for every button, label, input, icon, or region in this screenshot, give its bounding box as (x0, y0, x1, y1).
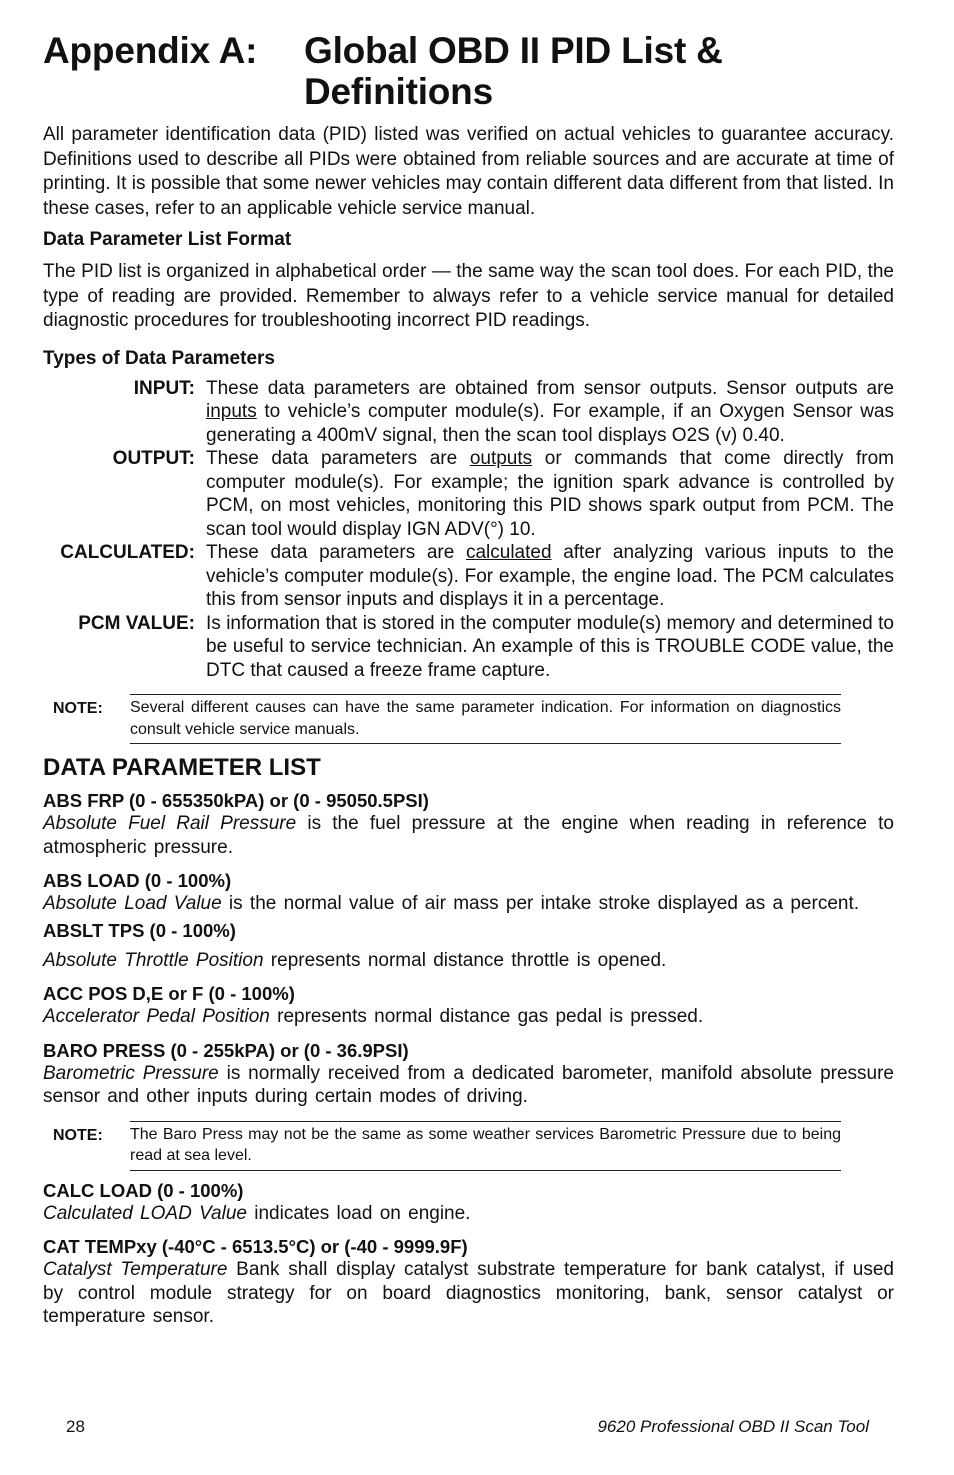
intro-paragraph: All parameter identification data (PID) listed was verified on actual vehicles to guarantee accuracy. Definitions used to describe all PIDs were obtained from reliable sources and are accurate at time of printing. It is possible that some newer vehicles may contain different data different from that listed. In these cases, refer to an applicable vehicle service manual. (43, 124, 894, 219)
type-calculated (43, 541, 894, 612)
pid-heading: ABS LOAD (0 - 100%) (43, 870, 232, 891)
format-heading: Data Parameter List Format (43, 229, 292, 250)
page-title (43, 30, 894, 112)
type-definition: Is information that is stored in the computer module(s) memory and determined to be useful to service technician. An example of this is TROUBLE CODE value, the DTC that caused a freeze frame capture. (206, 612, 894, 681)
pid-heading: BARO PRESS (0 - 255kPA) or (0 - 36.9PSI) (43, 1039, 409, 1061)
pid-description: Absolute Fuel Rail Pressure is the fuel pressure at the engine when reading in reference to atmospheric pressure. (43, 813, 894, 858)
title-line-1: Global OBD II PID List & (304, 30, 723, 71)
note-causes (43, 694, 894, 744)
pid-description: Absolute Throttle Position represents normal distance throttle is opened. (43, 949, 667, 971)
type-term: PCM VALUE: (78, 612, 195, 634)
note-baro (43, 1121, 894, 1171)
note-label: NOTE: (53, 1126, 103, 1144)
appendix-label: Appendix A: (43, 30, 258, 71)
pid-entry-baro-press (43, 1039, 894, 1109)
type-definition: These data parameters are calculated after analyzing various inputs to the vehicle’s computer module(s). For example, the engine load. The PCM calculates this from sensor inputs and displays it in a percentage. (206, 542, 894, 610)
pid-heading: ABSLT TPS (0 - 100%) (43, 919, 236, 941)
pid-entry-abs-frp (43, 789, 894, 859)
pid-heading: ACC POS D,E or F (0 - 100%) (43, 983, 295, 1004)
type-term: INPUT: (133, 377, 195, 399)
pid-heading: CAT TEMPxy (-40°C - 6513.5°C) or (-40 - 9999.9F) (43, 1236, 468, 1257)
type-definition: These data parameters are obtained from sensor outputs. Sensor outputs are inputs to vehicle’s computer module(s). For example, if an Oxygen Sensor was generating a 400mV signal, then the scan tool displays O2S (v) 0.40. (206, 377, 894, 446)
pid-entry-calc-load (43, 1179, 894, 1226)
footer-title: 9620 Professional OBD II Scan Tool (597, 1417, 869, 1436)
page-number: 28 (66, 1417, 85, 1436)
title-line-2: Definitions (304, 71, 493, 112)
page-content (43, 30, 894, 1329)
pid-description: Catalyst Temperature Bank shall display catalyst substrate temperature for bank catalyst, if used by control module strategy for on board diagnostics monitoring, bank, sensor catalyst or temperature sensor. (43, 1259, 894, 1327)
pid-heading: CALC LOAD (0 - 100%) (43, 1179, 244, 1201)
note-text: The Baro Press may not be the same as some weather services Barometric Pressure due to being read at sea level. (130, 1121, 841, 1171)
type-input (43, 377, 894, 448)
note-text: Several different causes can have the same parameter indication. For information on diagnostics consult vehicle service manuals. (130, 694, 841, 744)
type-pcm-value (43, 612, 894, 683)
type-term: CALCULATED: (60, 542, 195, 563)
page-footer (66, 1417, 869, 1437)
pid-heading: ABS FRP (0 - 655350kPA) or (0 - 95050.5PSI) (43, 790, 429, 811)
format-paragraph: The PID list is organized in alphabetical order — the same way the scan tool does. For each PID, the type of reading are provided. Remember to always refer to a vehicle service manual for detailed diagnostic procedures for troubleshooting incorrect PID readings. (43, 261, 894, 331)
pid-entry-abslt-tps (43, 919, 894, 973)
pid-description: Calculated LOAD Value indicates load on engine. (43, 1202, 471, 1224)
pid-entry-acc-pos (43, 982, 894, 1029)
pid-description: Absolute Load Value is the normal value of air mass per intake stroke displayed as a percent. (43, 893, 860, 914)
data-parameter-list-title: DATA PARAMETER LIST (43, 754, 321, 781)
note-label: NOTE: (53, 700, 103, 717)
type-term: OUTPUT: (112, 448, 195, 469)
type-definition: These data parameters are outputs or commands that come directly from computer module(s). For example; the ignition spark advance is controlled by PCM, on most vehicles, monitoring this PID shows spark output from PCM. The scan tool would display IGN ADV(°) 10. (206, 448, 894, 540)
type-output (43, 447, 894, 541)
types-list (43, 377, 894, 683)
pid-description: Barometric Pressure is normally received from a dedicated barometer, manifold absolute pressure sensor and other inputs during certain modes of driving. (43, 1062, 894, 1107)
pid-description: Accelerator Pedal Position represents normal distance gas pedal is pressed. (43, 1006, 704, 1027)
pid-entry-cat-temp (43, 1235, 894, 1329)
types-heading: Types of Data Parameters (43, 347, 275, 369)
pid-entry-abs-load (43, 869, 894, 916)
